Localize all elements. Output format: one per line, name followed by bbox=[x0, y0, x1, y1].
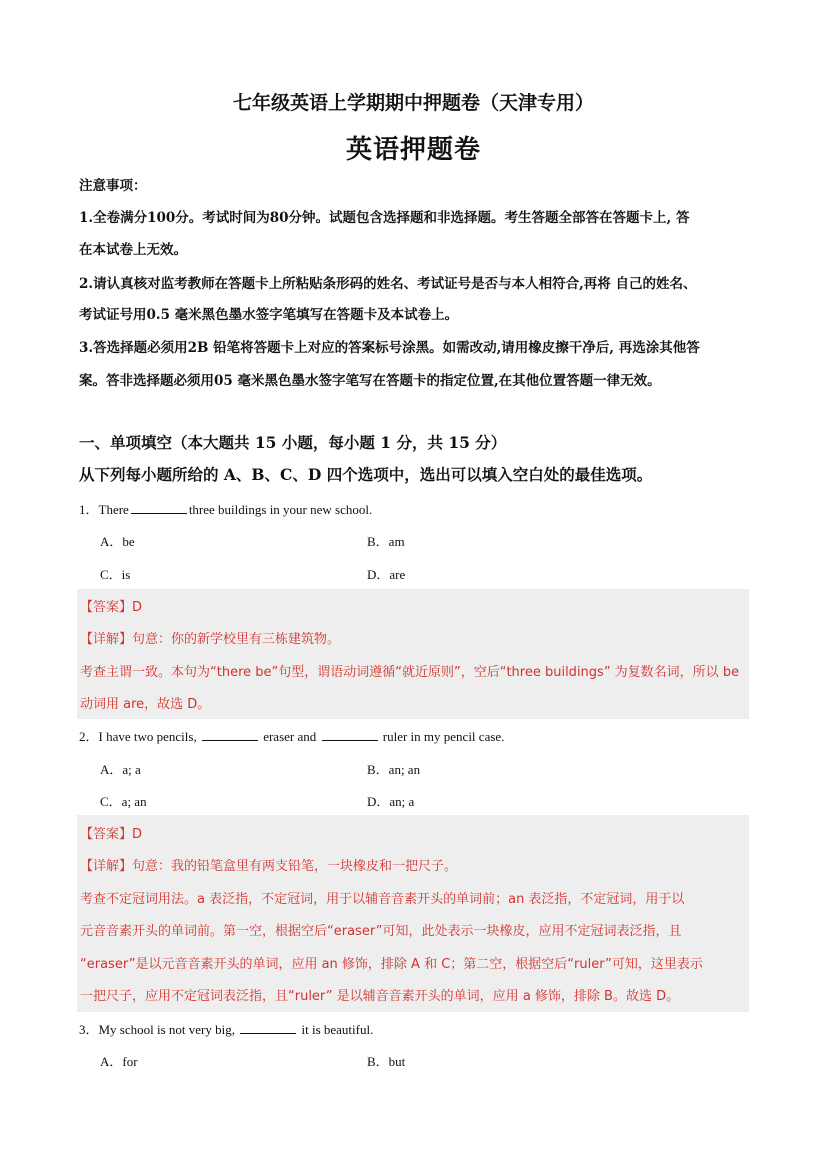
stem-text: three buildings in your new school. bbox=[188, 502, 373, 517]
answer-blank bbox=[322, 728, 378, 741]
option-b: B．an; an bbox=[367, 762, 421, 777]
notice-line: 2.请认真核对监考教师在答题卡上所粘贴条形码的姓名、考试证号是否与本人相符合,再将 自己的姓名、 bbox=[79, 276, 697, 292]
detail-label: 【详解】句意：我的铅笔盒里有两支铅笔，一块橡皮和一把尺子。 bbox=[80, 859, 458, 874]
answer-blank bbox=[202, 728, 258, 741]
answer-blank bbox=[240, 1021, 296, 1034]
notice-line: 1.全卷满分100分。考试时间为80分钟。试题包含选择题和非选择题。考生答题全部答在答题卡上, 答 bbox=[79, 210, 690, 226]
question-3-stem bbox=[79, 1019, 373, 1038]
exam-subtitle: 英语押题卷 bbox=[345, 135, 481, 165]
option-c: C．a; an bbox=[100, 794, 147, 809]
explanation-line: 考查不定冠词用法。a 表泛指，不定冠词，用于以辅音音素开头的单词前；an 表泛指，不定冠词，用于以 bbox=[80, 892, 685, 907]
answer-box bbox=[77, 815, 749, 1012]
option-c: C．is bbox=[100, 567, 131, 582]
stem-text: it is beautiful. bbox=[301, 1022, 374, 1037]
detail-label: 【详解】句意：你的新学校里有三栋建筑物。 bbox=[80, 632, 341, 647]
notice-heading: 注意事项： bbox=[79, 178, 147, 194]
notice-line: 3.答选择题必须用2B 铅笔将答题卡上对应的答案标号涂黑。如需改动,请用橡皮擦干净后, 再选涂其他答 bbox=[79, 340, 700, 356]
exam-title: 七年级英语上学期期中押题卷（天津专用） bbox=[232, 92, 594, 114]
section-title: 一、单项填空（本大题共 15 小题，每小题 1 分，共 15 分） bbox=[79, 433, 507, 452]
option-b: B．but bbox=[367, 1054, 406, 1069]
answer-label: 【答案】D bbox=[80, 827, 143, 842]
explanation-line: 元音音素开头的单词前。第一空，根据空后“eraser”可知，此处表示一块橡皮，应用不定冠词表泛指，且 bbox=[80, 924, 682, 939]
stem-text: 2．I have two pencils, bbox=[79, 729, 197, 744]
option-d: D．an; a bbox=[367, 794, 415, 809]
notice-line: 考试证号用0.5 毫米黑色墨水签字笔填写在答题卡及本试卷上。 bbox=[79, 307, 459, 323]
option-a: A．be bbox=[100, 534, 135, 549]
option-d: D．are bbox=[367, 567, 406, 582]
explanation-line: 考查主谓一致。本句为“there be”句型，谓语动词遵循“就近原则”，空后“three buildings” 为复数名词，所以 be bbox=[80, 665, 740, 680]
notice-line: 在本试卷上无效。 bbox=[79, 242, 187, 258]
stem-text: 3．My school is not very big, bbox=[79, 1022, 235, 1037]
stem-text: 1．There bbox=[79, 502, 129, 517]
notice-line: 案。答非选择题必须用05 毫米黑色墨水签字笔写在答题卡的指定位置,在其他位置答题一律无效。 bbox=[79, 373, 661, 389]
option-a: A．for bbox=[100, 1054, 138, 1069]
explanation-line: 一把尺子，应用不定冠词表泛指，且“ruler” 是以辅音音素开头的单词，应用 a 修饰，排除 B。故选 D。 bbox=[80, 989, 680, 1004]
stem-text: ruler in my pencil case. bbox=[382, 729, 505, 744]
question-1-stem bbox=[79, 499, 372, 518]
section-instruction: 从下列每小题所给的 A、B、C、D 四个选项中，选出可以填入空白处的最佳选项。 bbox=[79, 465, 653, 484]
answer-blank bbox=[131, 501, 187, 514]
option-b: B．am bbox=[367, 534, 405, 549]
stem-text: eraser and bbox=[263, 729, 317, 744]
explanation-line: “eraser”是以元音音素开头的单词，应用 an 修饰，排除 A 和 C；第二空，根据空后“ruler”可知，这里表示 bbox=[80, 957, 703, 972]
explanation-line: 动词用 are，故选 D。 bbox=[80, 697, 211, 712]
option-a: A．a; a bbox=[100, 762, 141, 777]
answer-label: 【答案】D bbox=[80, 600, 143, 615]
question-2-stem bbox=[79, 726, 504, 745]
